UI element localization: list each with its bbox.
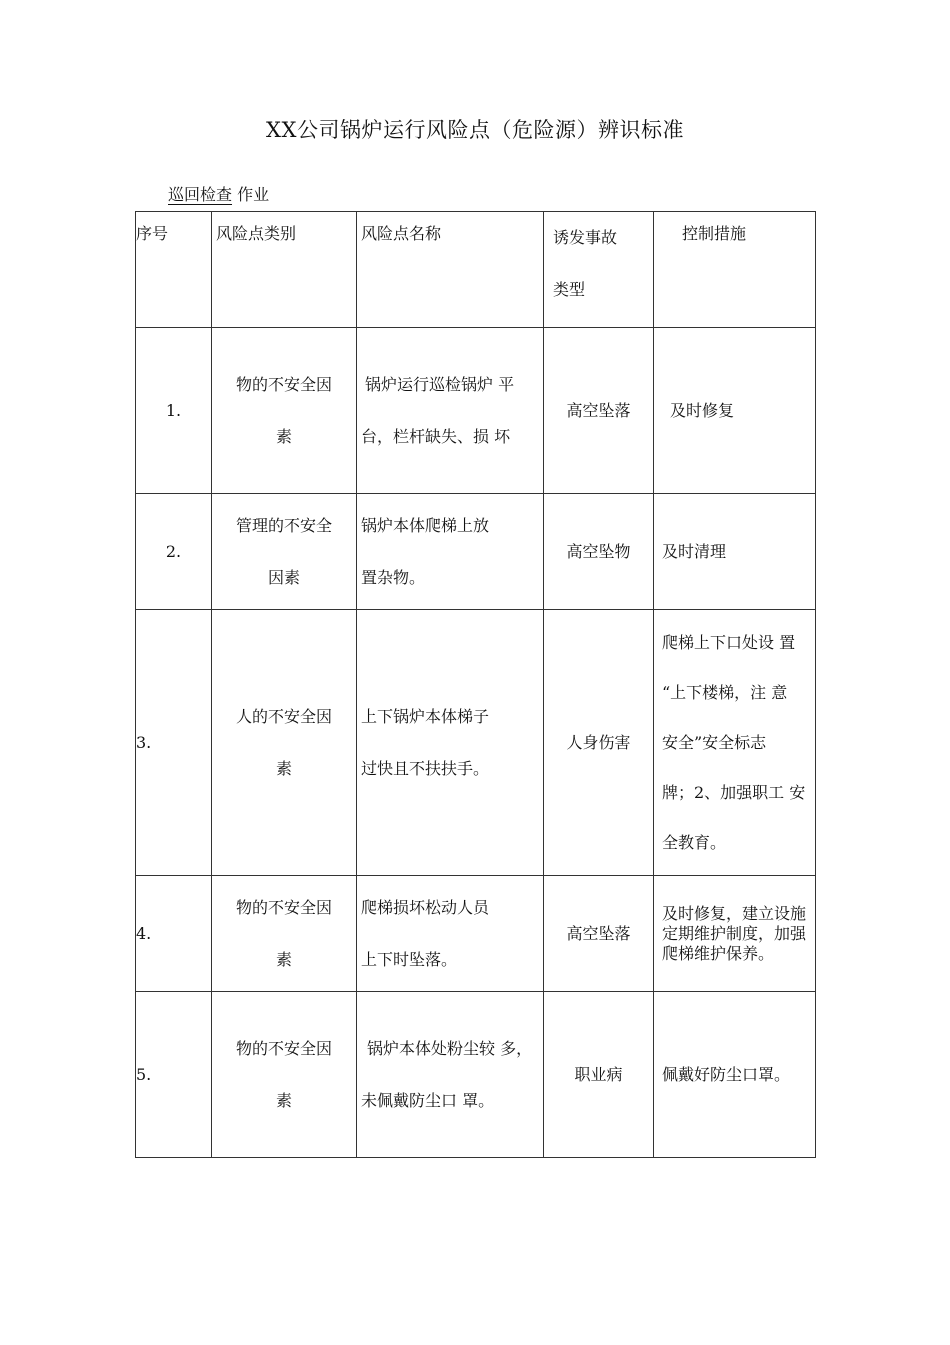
row-risk-name	[357, 992, 544, 1158]
risk-name-line: 爬梯损坏松动人员	[361, 897, 490, 917]
category-line: 素	[275, 1090, 292, 1110]
category-line: 素	[275, 426, 292, 446]
row-no: 1.	[136, 328, 212, 494]
measures-line: 安全”安全标志	[662, 732, 767, 752]
row-accident-type: 人身伤害	[544, 610, 654, 876]
measures-line: 牌；2、加强职工 安	[662, 782, 806, 802]
category-line: 物的不安全因	[235, 897, 332, 917]
row-category	[212, 328, 357, 494]
row-risk-name	[357, 328, 544, 494]
risk-name-line: 锅炉本体爬梯上放	[361, 515, 490, 535]
row-measures: 佩戴好防尘口罩。	[654, 992, 816, 1158]
header-accident-line2: 类型	[553, 280, 586, 299]
header-name: 风险点名称	[357, 212, 544, 328]
category-line: 因素	[267, 567, 300, 587]
section-label-rest: 作业	[232, 185, 270, 204]
row-no: 5.	[136, 992, 212, 1158]
row-risk-name	[357, 876, 544, 992]
document-title: XX公司锅炉运行风险点（危险源）辨识标准	[266, 118, 684, 142]
row-measures: 及时修复	[654, 328, 816, 494]
measures-line: 全教育。	[662, 832, 727, 852]
table-row	[136, 610, 816, 876]
measures-line: “上下楼梯，注 意	[662, 682, 788, 702]
row-accident-type: 高空坠落	[544, 328, 654, 494]
header-accident-type	[544, 212, 654, 328]
row-category	[212, 992, 357, 1158]
table-header-row	[136, 212, 816, 328]
category-line: 物的不安全因	[235, 374, 332, 394]
row-category	[212, 610, 357, 876]
header-no: 序号	[136, 212, 212, 328]
row-category	[212, 494, 357, 610]
row-no: 2.	[136, 494, 212, 610]
row-no: 4.	[136, 876, 212, 992]
row-accident-type: 高空坠落	[544, 876, 654, 992]
table-row	[136, 992, 816, 1158]
category-line: 物的不安全因	[235, 1038, 332, 1058]
category-line: 人的不安全因	[235, 706, 332, 726]
row-risk-name	[357, 610, 544, 876]
risk-name-line: 上下锅炉本体梯子	[361, 706, 490, 726]
table-row	[136, 876, 816, 992]
risk-name-line: 台，栏杆缺失、损 坏	[361, 426, 511, 446]
section-label-underlined: 巡回检查	[168, 185, 233, 204]
risk-table	[135, 211, 816, 1158]
category-line: 素	[275, 758, 292, 778]
header-category: 风险点类别	[212, 212, 357, 328]
row-accident-type: 高空坠物	[544, 494, 654, 610]
row-category	[212, 876, 357, 992]
row-accident-type: 职业病	[544, 992, 654, 1158]
section-label	[168, 182, 269, 205]
category-line: 管理的不安全	[235, 515, 332, 535]
risk-name-line: 上下时坠落。	[361, 949, 458, 969]
header-accident-line1: 诱发事故	[553, 228, 618, 247]
risk-name-line: 过快且不扶扶手。	[361, 758, 490, 778]
risk-name-line: 锅炉本体处粉尘较 多，	[367, 1038, 533, 1058]
category-line: 素	[275, 949, 292, 969]
risk-name-line: 置杂物。	[361, 567, 426, 587]
row-risk-name	[357, 494, 544, 610]
table-row	[136, 328, 816, 494]
header-measures: 控制措施	[654, 212, 816, 328]
row-measures	[654, 610, 816, 876]
table-row	[136, 494, 816, 610]
row-measures: 及时修复，建立设施定期维护制度，加强爬梯维护保养。	[654, 876, 816, 992]
row-no: 3.	[136, 610, 212, 876]
risk-name-line: 未佩戴防尘口 罩。	[361, 1090, 495, 1110]
risk-name-line: 锅炉运行巡检锅炉 平	[365, 374, 515, 394]
row-measures: 及时清理	[654, 494, 816, 610]
measures-line: 爬梯上下口处设 置	[662, 632, 796, 652]
